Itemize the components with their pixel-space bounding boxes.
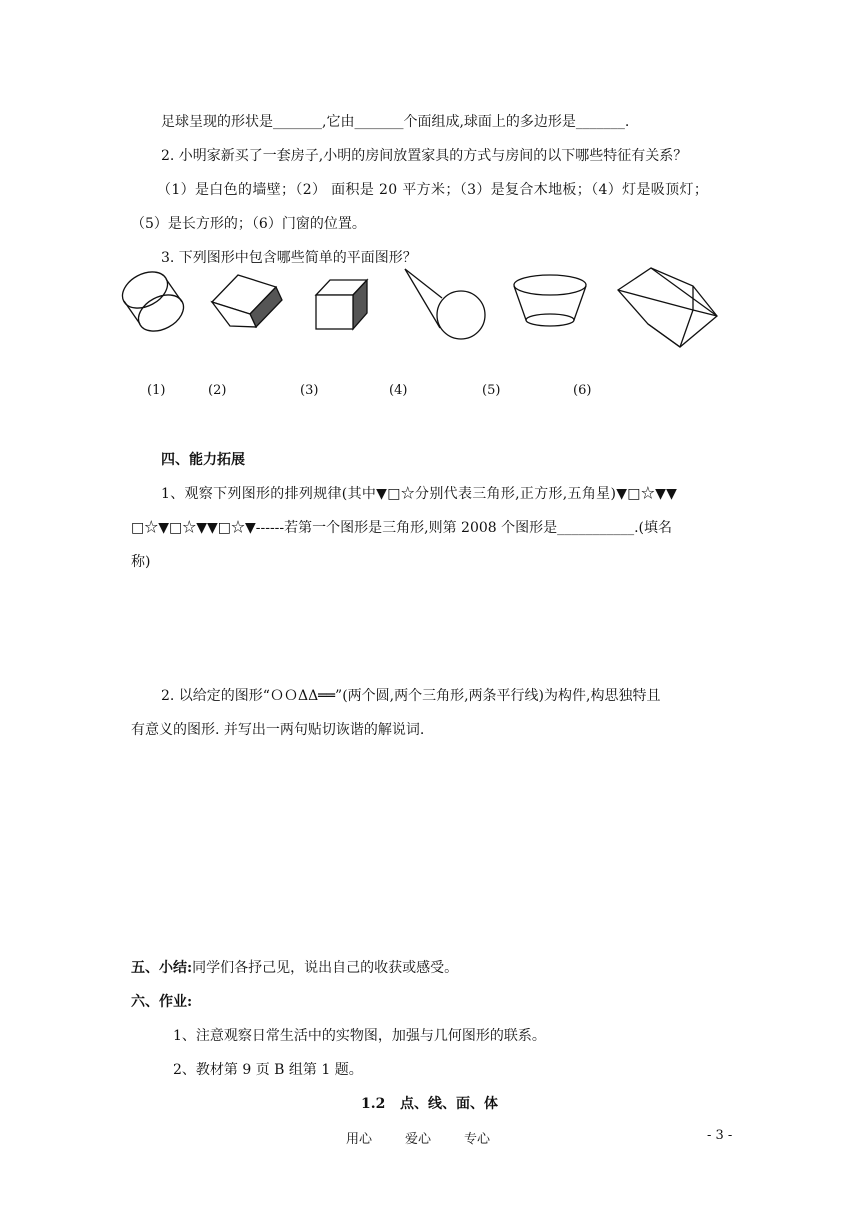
cylinder-figure [116,265,189,339]
figure-caption-1: (1) [147,383,166,398]
figure-caption-3: (3) [300,383,319,398]
cone-figure [405,269,485,339]
figure-caption-5: (5) [482,383,501,398]
q2-title: 2. 小明家新买了一套房子,小明的房间放置家具的方式与房间的以下哪些特征有关系？ [161,148,688,164]
cube-figure [316,280,367,329]
section4-heading: 四、能力拓展 [161,452,245,468]
footer-motto-2: 爱心 [405,1132,432,1147]
section5-label: 五、小结: [131,960,193,976]
section5-text: 同学们各抒己见，说出自己的收获或感受。 [192,960,459,976]
q3-title: 3. 下列图形中包含哪些简单的平面图形？ [161,250,417,266]
solid-figures [0,262,860,362]
section4-p2-line2: 有意义的图形. 并写出一两句贴切诙谐的解说词. [131,722,425,738]
figure-caption-4: (4) [389,383,408,398]
section6-item1: 1、注意观察日常生活中的实物图，加强与几何图形的联系。 [173,1028,546,1044]
page-number: - 3 - [707,1128,733,1143]
section4-p1-line2: □☆▼□☆▼▼□☆▼------若第一个图形是三角形,则第 2008 个图形是___________.(填名 [131,520,673,536]
q2-options-line1: （1）是白色的墙壁；（2） 面积是 20 平方米；（3）是复合木地板；（4）灯是吸顶灯； [157,182,709,198]
figure-caption-2: (2) [208,383,227,398]
q1-tail-line: 足球呈现的形状是_______,它由_______个面组成,球面上的多边形是_______. [161,114,630,130]
prism-figure [212,275,282,327]
triangular-prism-figure [618,268,717,347]
section6-item2: 2、教材第 9 页 B 组第 1 题。 [173,1062,363,1078]
figure-caption-6: (6) [573,383,592,398]
q2-options-line2: （5）是长方形的；（6）门窗的位置。 [131,216,366,232]
footer-motto-1: 用心 [346,1132,373,1147]
frustum-figure [514,275,586,326]
footer-motto-3: 专心 [464,1132,491,1147]
section4-p1-line1: 1、观察下列图形的排列规律(其中▼□☆分别代表三角形,正方形,五角星)▼□☆▼▼ [161,486,678,502]
next-section-title: 1.2 点、线、面、体 [361,1096,498,1112]
section4-p2-line1: 2. 以给定的图形“ＯＯΔΔ══”(两个圆,两个三角形,两条平行线)为构件,构思独特且 [161,688,661,704]
section6-label: 六、作业: [131,994,193,1010]
section4-p1-line3: 称) [131,554,151,570]
section5-summary [131,958,458,978]
